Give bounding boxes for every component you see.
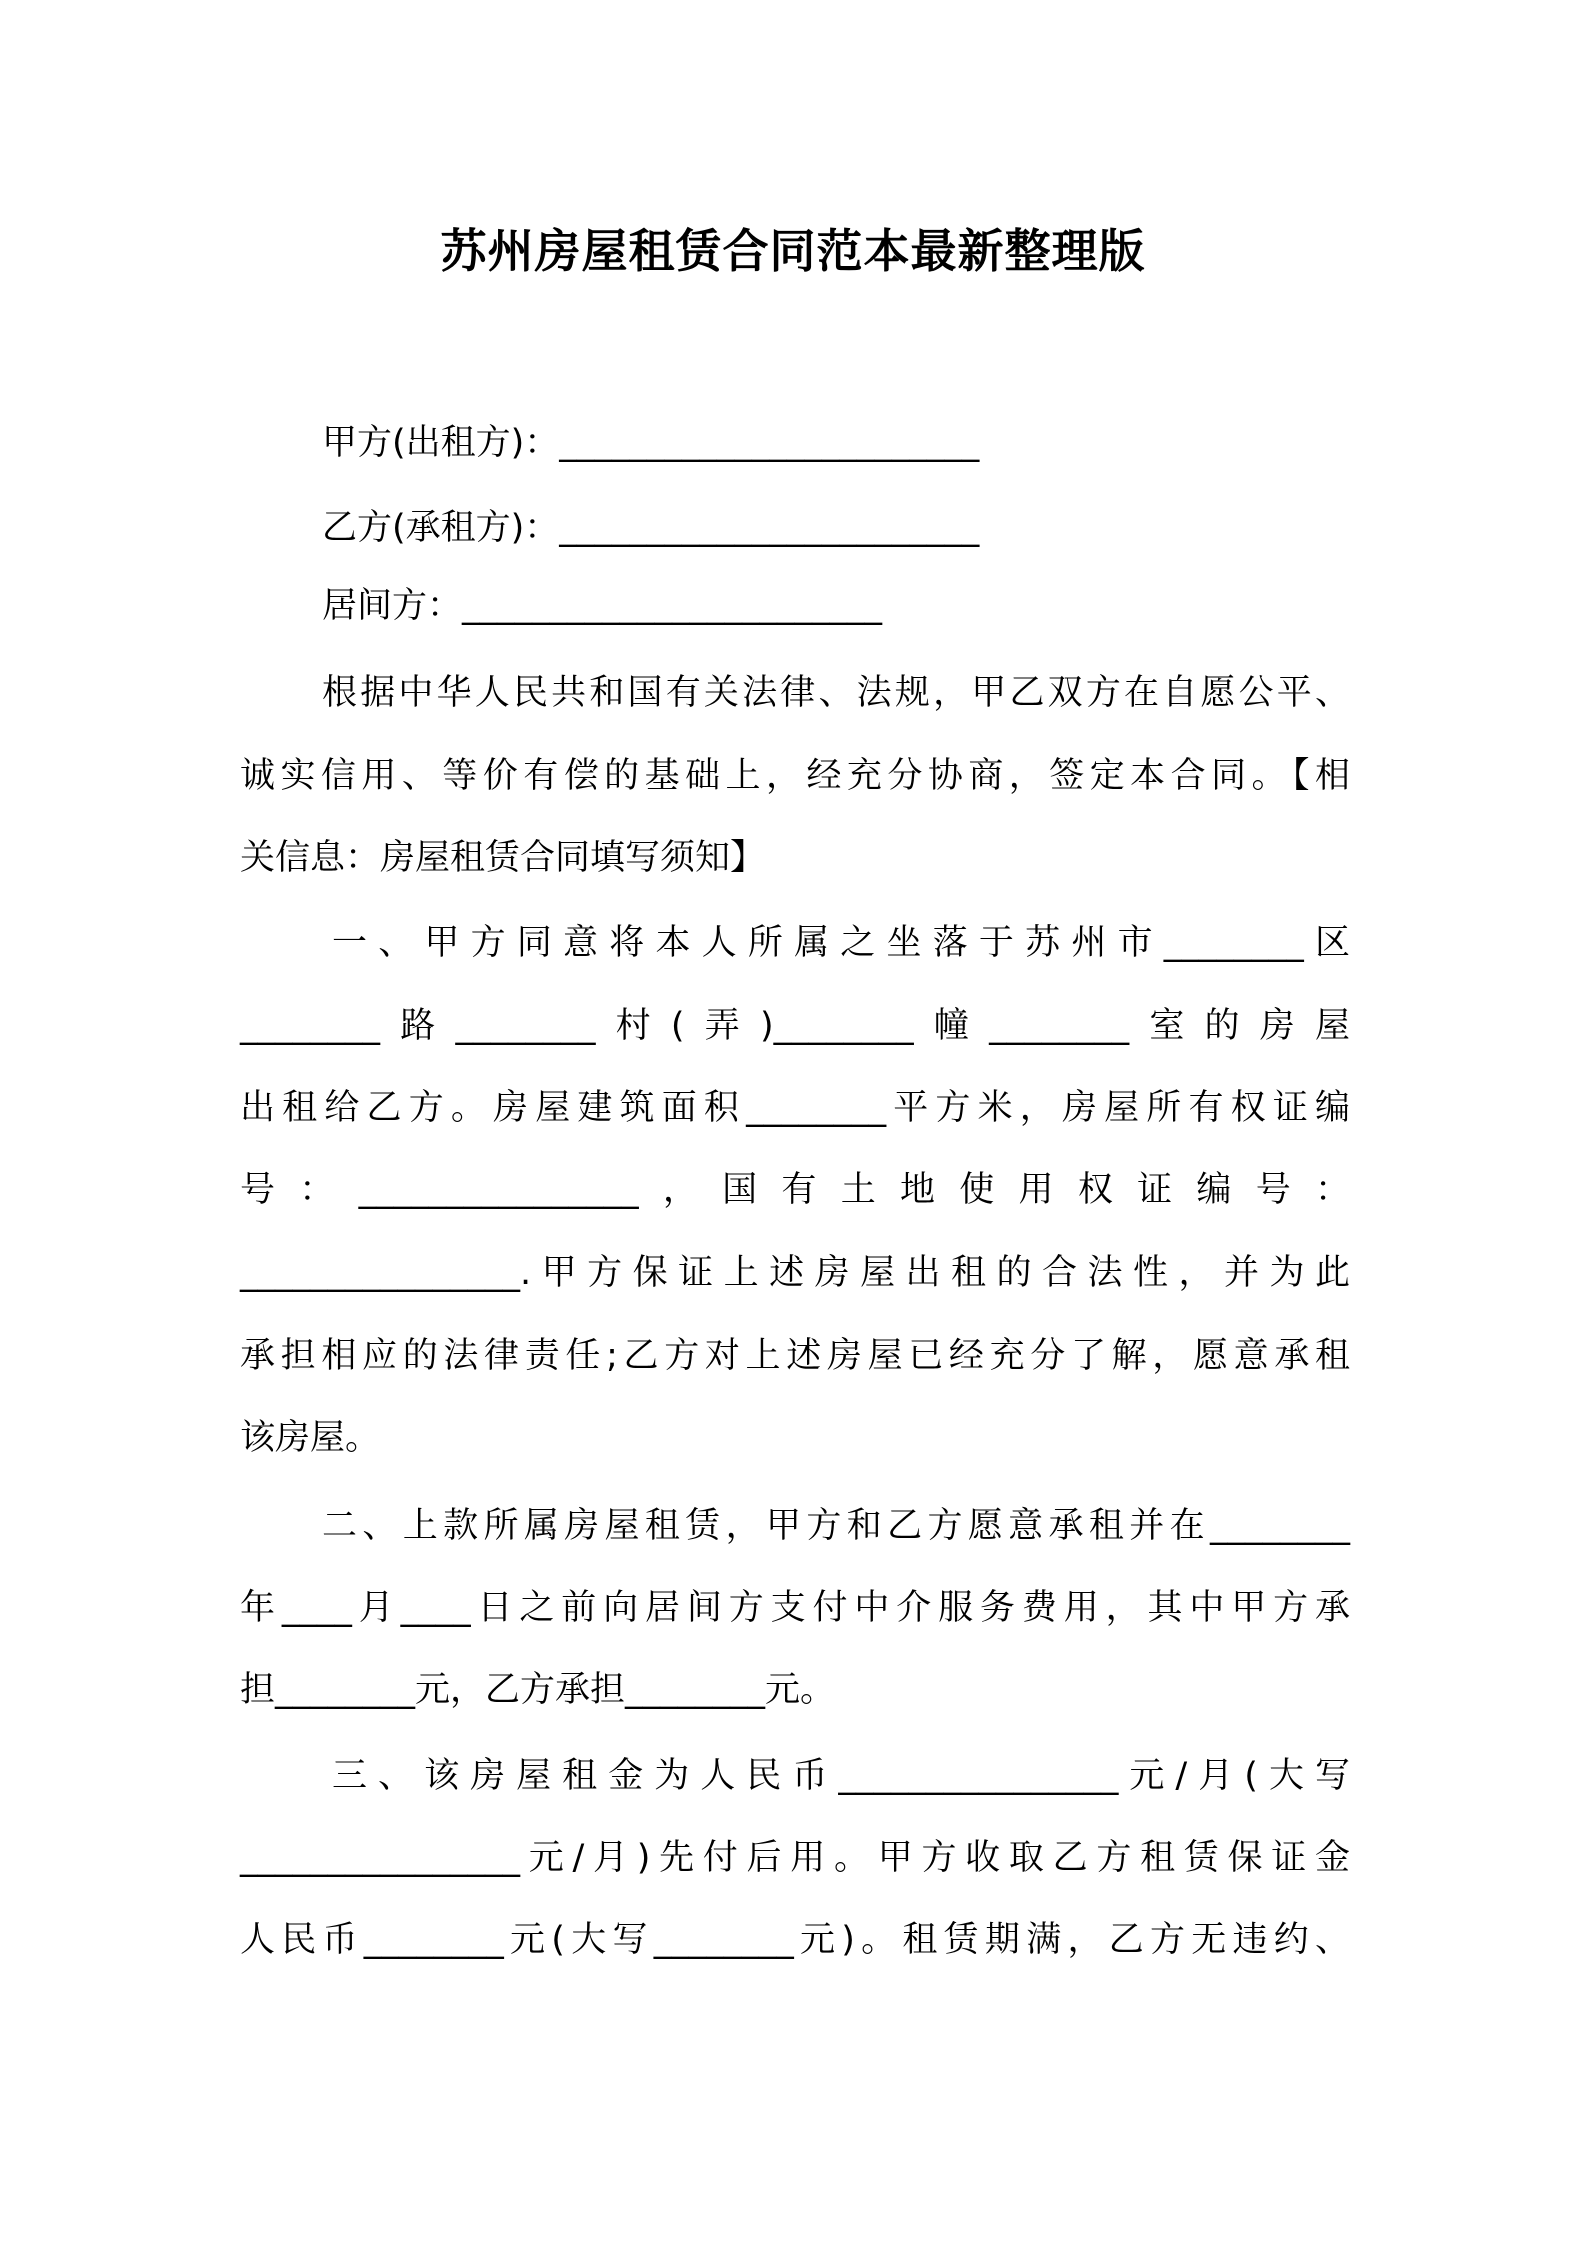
lessee-field: 乙方(承租方)：________________________	[322, 508, 980, 548]
document-title: 苏州房屋租赁合同范本最新整理版	[440, 224, 1146, 278]
clause-2-line-2: 年____月____日之前向居间方支付中介服务费用，其中甲方承	[240, 1588, 1350, 1628]
clause-3-line-3: 人民币________元(大写________元)。租赁期满，乙方无违约、	[240, 1920, 1350, 1960]
clause-1-line-4: 号：________________，国有土地使用权证编号：	[240, 1170, 1350, 1210]
clause-2-line-1: 二、上款所属房屋租赁，甲方和乙方愿意承租并在________	[322, 1506, 1350, 1546]
preamble-line-1: 根据中华人民共和国有关法律、法规，甲乙双方在自愿公平、	[322, 673, 1350, 713]
lessor-field: 甲方(出租方)：________________________	[322, 423, 980, 463]
clause-3-line-2: ________________元/月)先付后用。甲方收取乙方租赁保证金	[240, 1838, 1350, 1878]
clause-1-line-7: 该房屋。	[240, 1418, 381, 1458]
clause-3-line-1: 三、该房屋租金为人民币________________元/月(大写	[332, 1756, 1350, 1796]
preamble-line-2: 诚实信用、等价有偿的基础上，经充分协商，签定本合同。【相	[240, 756, 1350, 796]
clause-1-line-5: ________________.甲方保证上述房屋出租的合法性，并为此	[240, 1253, 1350, 1293]
clause-2-line-3: 担________元，乙方承担________元。	[240, 1670, 836, 1710]
preamble-line-3: 关信息：房屋租赁合同填写须知】	[240, 838, 766, 878]
clause-1-line-3: 出租给乙方。房屋建筑面积________平方米，房屋所有权证编	[240, 1088, 1350, 1128]
clause-1-line-2: ________路________村(弄)________幢________室的房屋	[240, 1006, 1350, 1046]
intermediary-field: 居间方：________________________	[322, 586, 883, 626]
clause-1-line-6: 承担相应的法律责任;乙方对上述房屋已经充分了解，愿意承租	[240, 1336, 1350, 1376]
clause-1-line-1: 一、甲方同意将本人所属之坐落于苏州市________区	[332, 923, 1350, 963]
